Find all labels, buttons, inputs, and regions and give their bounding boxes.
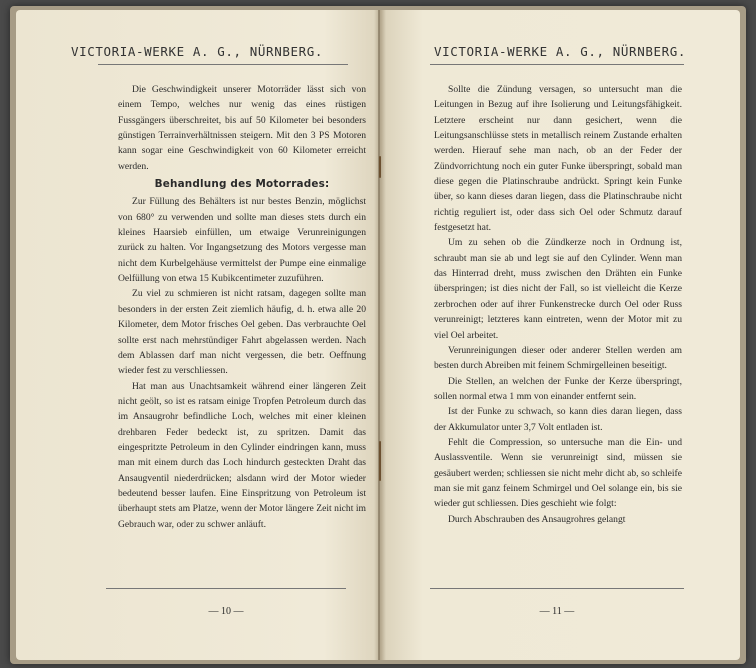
right-page-body [434,82,682,527]
running-header-right: VICTORIA-WERKE A. G., NÜRNBERG. [434,44,686,59]
paragraph: Um zu sehen ob die Zündkerze noch in Ordnung ist, schraubt man sie ab und legt sie auf den Cylinder. Wenn man das Hinterrad dreht, muss zwischen den Drähten ein Funke überspringen; ist dies nicht der Fall, so ist vielleicht die Kerze zerbrochen oder auf ihrer Funkenstrecke durch Oel oder Russ verunreinigt; letzteres kann eintreten, wenn der Motor mit zu viel Oel arbeitet. [434,237,682,341]
footer-rule-left [106,588,346,589]
binding-gutter [374,10,386,660]
left-page-body [118,82,366,532]
paragraph: Hat man aus Unachtsamkeit während einer längeren Zeit nicht geölt, so ist es ratsam einige Tropfen Petroleum durch das im Ansaugrohr befindliche Loch, welches mit einer kleinen drehbaren Feder bedeckt ist, zu spritzen. Damit das eingespritzte Petroleum in den Cylinder eindringen kann, muss man mit einem durch das Loch hindurch gesteckten Draht das Ansaugventil niederdrücken; alsdann wird der Motor wieder bedeutend besser laufen. Eine Einspritzung von Petroleum ist überhaupt stets am Platze, wenn der Motor längere Zeit nicht im Gebrauch war, oder zu schwer anläuft. [118,380,366,530]
binding-staple-top [379,156,381,178]
paragraph: Verunreinigungen dieser oder anderer Stellen werden am besten durch Abreiben mit feinem Schmirgelleinen beseitigt. [434,344,682,372]
paragraph: Zu viel zu schmieren ist nicht ratsam, dagegen sollte man besonders in der ersten Zeit ziemlich häufig, d. h. etwa alle 20 Kilometer, dem Motor frisches Oel geben. Das verbrauchte Oel sollte erst nach mehrstündiger Fahrt abgelassen werden. Nach dem Ablassen darf man nicht vergessen, die betr. Oeffnung wieder fest zu verschliessen. [118,288,366,377]
paragraph: Durch Abschrauben des Ansaugrohres gelangt [448,513,626,525]
section-heading: Behandlung des Motorrades: [154,178,330,191]
paragraph: Sollte die Zündung versagen, so untersucht man die Leitungen in Bezug auf ihre Isolierung und Leitungsfähigkeit. Letztere erscheint nur dann gesichert, wenn die Leitungsanschlüsse stets in metallisch reinem Zustande erhalten werden. Hierauf sehe man nach, ob an der Feder der Zündvorrichtung noch ein guter Funke überspringt, sobald man diese gegen die Platinschraube andrückt. Springt kein Funke über, so kann dieses daran liegen, dass die Platinschraube nicht richtig reguliert ist, oder dass sich Oel oder Schmutz darauf festgesetzt hat. [434,84,682,234]
paragraph: Zur Füllung des Behälters ist nur bestes Benzin, möglichst von 680° zu verwenden und sollte man dieses stets durch ein kleines Haarsieb einfüllen, um etwaige Verunreinigungen zurück zu halten. Vor Ingangsetzung des Motors vergesse man nicht dem Kurbelgehäuse vermittelst der Pumpe eine einmalige Oelfüllung von etwa 15 Kubikcentimeter zuzuführen. [118,196,366,285]
header-rule-right [430,64,684,65]
running-header-left: VICTORIA-WERKE A. G., NÜRNBERG. [71,44,323,59]
paragraph: Fehlt die Compression, so untersuche man die Ein- und Auslassventile. Wenn sie verunreinigt sind, müssen sie gesäubert werden; schliessen sie nicht mehr dicht ab, so schleife man sie mit ganz feinem Schmirgel und Oel solange ein, bis sie wieder gut schliessen. Dies geschieht wie folgt: [434,436,682,510]
paragraph: Die Stellen, an welchen der Funke der Kerze überspringt, sollen normal etwa 1 mm von einander entfernt sein. [434,375,682,402]
paragraph: Die Geschwindigkeit unserer Motorräder lässt sich von einem Tempo, welches nur wenig das eines rüstigen Fussgängers überschreitet, bis auf 50 Kilometer bei besonders günstigen Terrainverhältnissen steigern. Mit den 3 PS Motoren kann sogar eine Geschwindigkeit von 60 Kilometer erreicht werden. [118,84,366,172]
binding-staple-bottom [379,441,381,481]
paragraph: Ist der Funke zu schwach, so kann dies daran liegen, dass der Akkumulator unter 3,7 Volt entladen ist. [434,406,682,433]
page-number-right: — 11 — [539,606,575,617]
booklet-spread [10,6,746,664]
header-rule-left [98,64,348,65]
left-page [16,10,378,660]
page-number-left: — 10 — [208,606,244,617]
footer-rule-right [430,588,684,589]
right-page [380,10,740,660]
